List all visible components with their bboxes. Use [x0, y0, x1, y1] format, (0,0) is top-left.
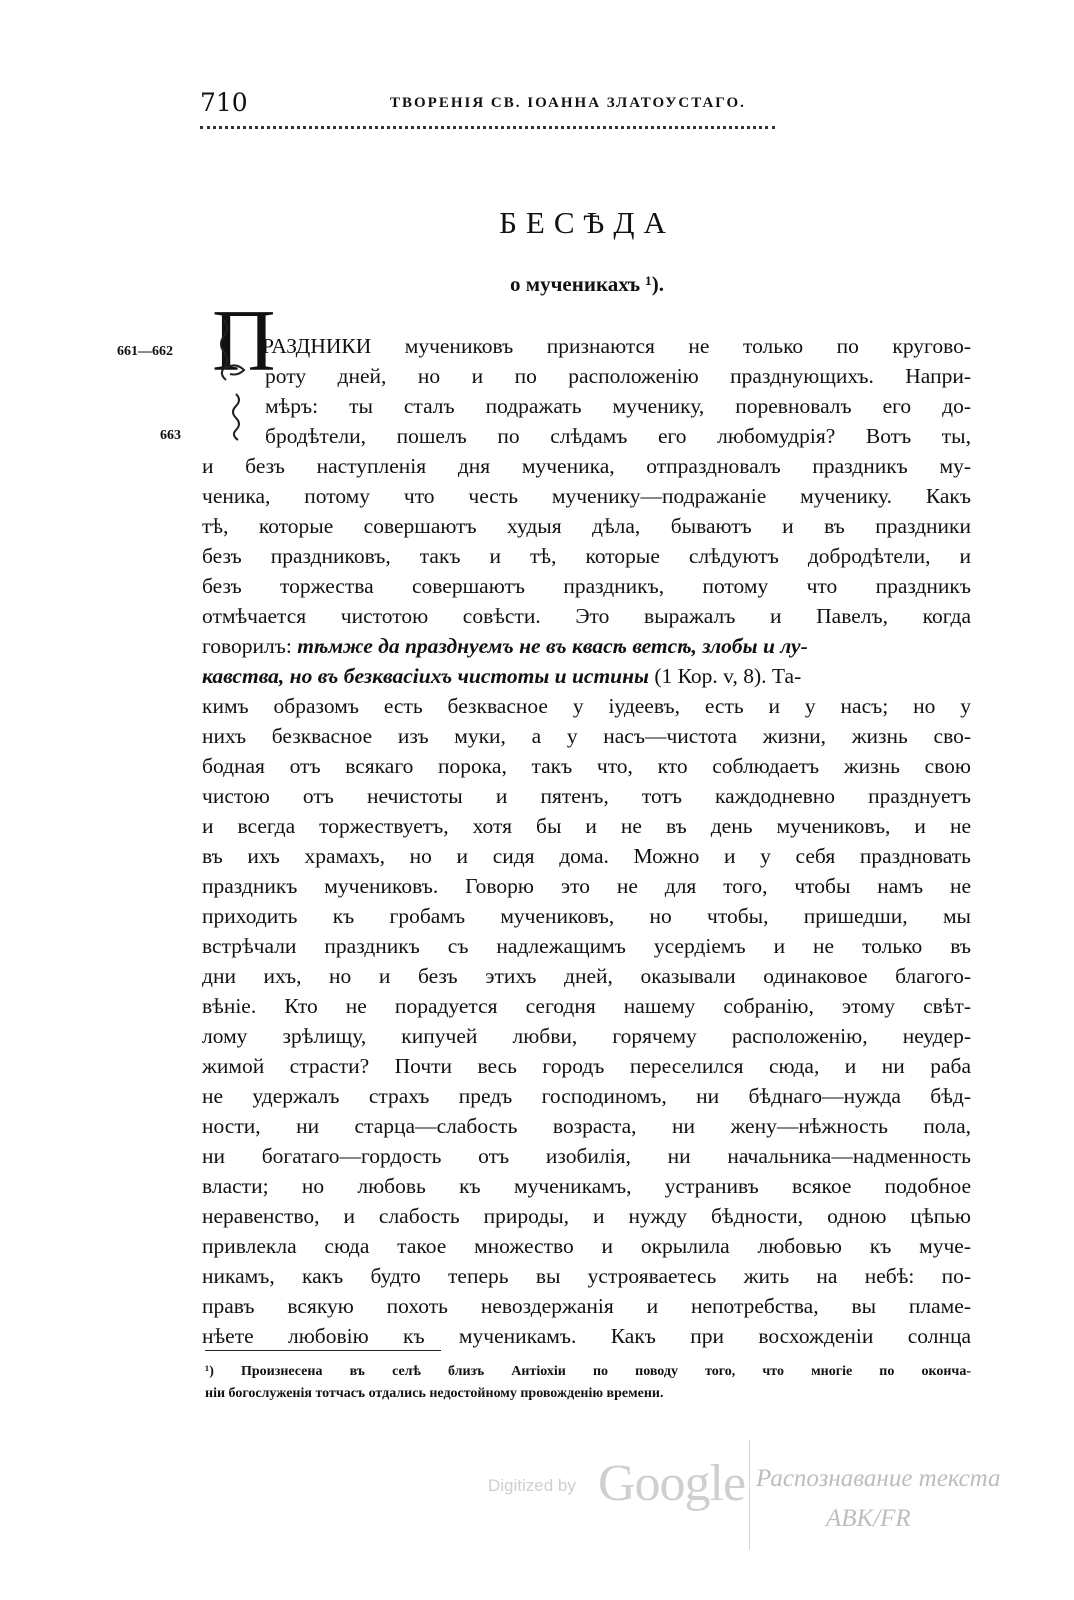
margin-note-page: 663: [160, 428, 181, 443]
footnote-line: ¹) Произнесена въ селѣ близъ Антіохіи по поводу того, что многіе по оконча-: [205, 1364, 971, 1379]
body-line: ченика, потому что честь мученику—подражаніе мученику. Какъ: [202, 484, 971, 508]
body-line: въ ихъ храмахъ, но и сидя дома. Можно и у себя праздновать: [202, 844, 971, 868]
watermark-divider: [749, 1440, 750, 1550]
sermon-subtitle: о мученикахъ ¹).: [510, 272, 664, 296]
body-line: и безъ наступленія дня мученика, отпраздновалъ праздникъ му-: [202, 454, 971, 478]
scripture-reference: (1 Кор. v, 8). Та-: [648, 664, 802, 688]
google-logo: Google: [598, 1455, 746, 1512]
body-line: ности, ни старца—слабость возраста, ни жену—нѣжность пола,: [202, 1114, 971, 1138]
body-line: бродѣтели, пошелъ по слѣдамъ его любомудрія? Вотъ ты,: [265, 424, 971, 448]
body-text: говорилъ:: [202, 634, 298, 658]
margin-note-pages: 661—662: [117, 344, 173, 359]
body-line: РАЗДНИКИ мучениковъ признаются не только по кругово-: [262, 334, 971, 358]
body-line: бодная отъ всякаго порока, такъ что, кто соблюдаетъ жизнь свою: [202, 754, 971, 778]
body-line: нихъ безквасное изъ муки, а у насъ—чистота жизни, жизнь сво-: [202, 724, 971, 748]
body-line: власти; но любовь къ мученикамъ, устранивъ всякое подобное: [202, 1174, 971, 1198]
page-number: 710: [200, 88, 248, 117]
body-line: дни ихъ, но и безъ этихъ дней, оказывали одинаковое благого-: [202, 964, 971, 988]
body-line: ни богатаго—гордость отъ изобилія, ни начальника—надменность: [202, 1144, 971, 1168]
body-line: никамъ, какъ будто теперь вы устрояваетесь жить на небѣ: по-: [202, 1264, 971, 1288]
ocr-credit-text: Распознавание текста: [756, 1465, 1001, 1492]
body-line: лому зрѣлищу, кипучей любви, горячему расположенію, неудер-: [202, 1024, 971, 1048]
body-line: тѣ, которые совершаютъ худыя дѣла, бываютъ и въ праздники: [202, 514, 971, 538]
scripture-quote: тѣмже да празднуемъ не въ квасѣ ветсѣ, злобы и лу-: [297, 634, 808, 658]
body-line: привлекла сюда такое множество и окрылила любовью къ муче-: [202, 1234, 971, 1258]
digitized-by-text: Digitized by: [488, 1476, 576, 1495]
body-line: приходить къ гробамъ мучениковъ, но чтобы, пришедши, мы: [202, 904, 971, 928]
body-line: и всегда торжествуетъ, хотя бы и не въ день мучениковъ, и не: [202, 814, 971, 838]
ocr-credit-signature: ABK/FR: [826, 1505, 911, 1532]
body-line: безъ праздниковъ, такъ и тѣ, которые слѣдуютъ добродѣтели, и: [202, 544, 971, 568]
body-line: праздникъ мучениковъ. Говорю это не для того, чтобы намъ не: [202, 874, 971, 898]
body-line: не удержалъ страхъ предъ господиномъ, ни бѣднаго—нужда бѣд-: [202, 1084, 971, 1108]
google-watermark: [488, 1454, 758, 1514]
body-line: правъ всякую похоть невоздержанія и непотребства, вы пламе-: [202, 1294, 971, 1318]
body-line: мѣръ: ты сталъ подражать мученику, поревновалъ его до-: [265, 394, 971, 418]
body-line: кимъ образомъ есть безквасное у іудеевъ, есть и у насъ; но у: [202, 694, 971, 718]
drop-cap-letter: П: [212, 293, 276, 390]
body-line: вѣніе. Кто не порадуется сегодня нашему собранію, этому свѣт-: [202, 994, 971, 1018]
ornamental-drop-cap: [210, 293, 276, 448]
running-title: ТВОРЕНІЯ СВ. ІОАННА ЗЛАТОУСТАГО.: [390, 95, 746, 111]
body-line: отмѣчается чистотою совѣсти. Это выражалъ и Павелъ, когда: [202, 604, 971, 628]
sermon-title: БЕСѢДА: [499, 205, 675, 240]
body-line: безъ торжества совершаютъ праздникъ, потому что праздникъ: [202, 574, 971, 598]
body-line: неравенство, и слабость природы, и нужду бѣдности, одною цѣпью: [202, 1204, 971, 1228]
body-line: встрѣчали праздникъ съ надлежащимъ усердіемъ и не только въ: [202, 934, 971, 958]
body-line-quote: [202, 662, 971, 690]
header-rule: [200, 126, 775, 132]
body-line: роту дней, но и по расположенію празднующихъ. Напри-: [265, 364, 971, 388]
drop-cap-ornament-icon: [210, 298, 262, 448]
scripture-quote: кавства, но въ безквасіихъ чистоты и истины: [202, 664, 649, 688]
footnote-line: ніи богослуженія тотчасъ отдались недостойному провожденію времени.: [205, 1386, 664, 1401]
body-line: нѣете любовію къ мученикамъ. Какъ при восхожденіи солнца: [202, 1324, 971, 1348]
running-head: [200, 88, 780, 128]
body-line: чистою отъ нечистоты и пятенъ, тотъ каждодневно празднуетъ: [202, 784, 971, 808]
body-line: жимой страсти? Почти весь городъ переселился сюда, и ни раба: [202, 1054, 971, 1078]
footnote-rule: [205, 1350, 441, 1351]
body-line-quote: [202, 632, 971, 660]
